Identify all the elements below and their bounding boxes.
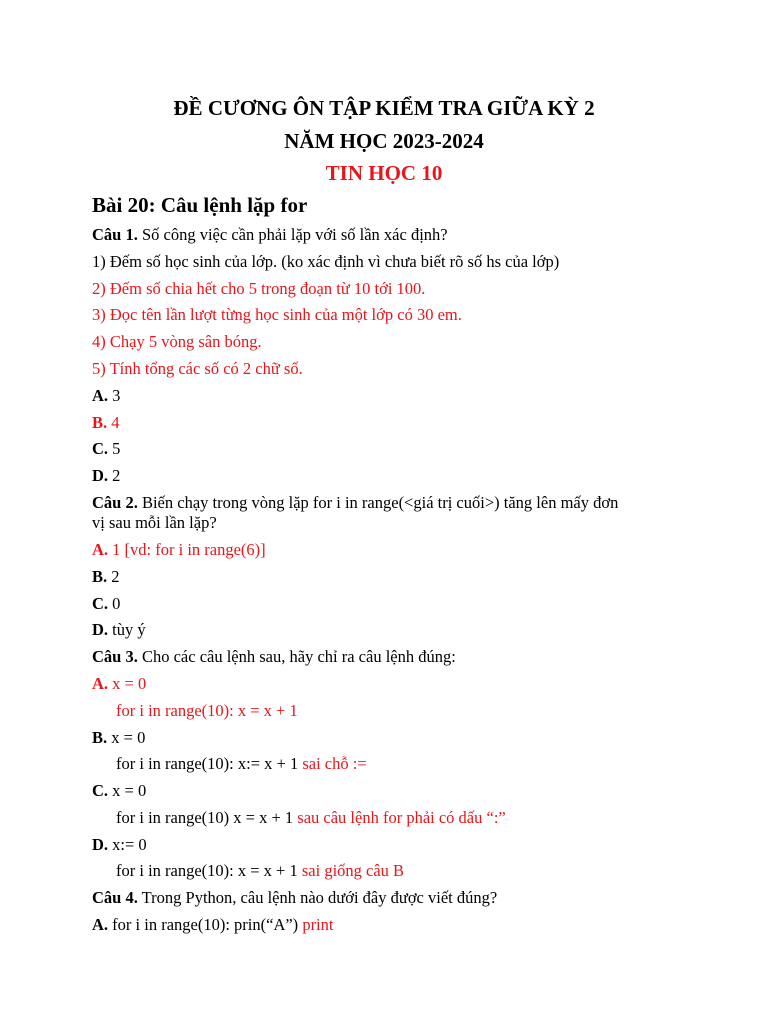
answer-option: C. x = 0 — [92, 781, 147, 800]
document-title: ĐỀ CƯƠNG ÔN TẬP KIỂM TRA GIỮA KỲ 2 — [173, 96, 595, 120]
answer-option: C. 0 — [92, 594, 121, 613]
list-item: 1) Đếm số học sinh của lớp. (ko xác định vì chưa biết rõ số hs của lớp) — [92, 252, 560, 271]
answer-option: C. 5 — [92, 439, 121, 458]
answer-option: B. 2 — [92, 567, 120, 586]
question-label: Câu 1. — [92, 225, 138, 244]
correction-note: sai chỗ := — [298, 754, 367, 773]
list-item: 3) Đọc tên lần lượt từng học sinh của một lớp có 30 em. — [92, 305, 462, 324]
list-item: 2) Đếm số chia hết cho 5 trong đoạn từ 10 tới 100. — [92, 279, 426, 298]
lesson-heading: Bài 20: Câu lệnh lặp for — [92, 193, 308, 217]
question-4: Câu 4. Trong Python, câu lệnh nào dưới đây được viết đúng? — [92, 888, 498, 907]
list-item: 5) Tính tổng các số có 2 chữ số. — [92, 359, 303, 378]
answer-option: B. x = 0 — [92, 728, 146, 747]
answer-option-correct: A. 1 [vd: for i in range(6)] — [92, 540, 266, 559]
answer-option: A. for i in range(10): prin(“A”) print — [92, 915, 334, 934]
question-2: Câu 2. Biến chạy trong vòng lặp for i in range(<giá trị cuối>) tăng lên mấy đơn — [92, 493, 619, 512]
answer-option-correct: B. 4 — [92, 413, 120, 432]
answer-option: D. x:= 0 — [92, 835, 147, 854]
correction-note: sai giống câu B — [297, 861, 405, 880]
answer-option: A. 3 — [92, 386, 121, 405]
school-year: NĂM HỌC 2023-2024 — [284, 129, 484, 153]
question-3: Câu 3. Cho các câu lệnh sau, hãy chỉ ra câu lệnh đúng: — [92, 647, 456, 666]
answer-option-correct: A. x = 0 — [92, 674, 147, 693]
code-line: for i in range(10): x:= x + 1 sai chỗ := — [116, 754, 367, 773]
answer-option: D. 2 — [92, 466, 121, 485]
list-item: 4) Chạy 5 vòng sân bóng. — [92, 332, 262, 351]
correction-note: sau câu lệnh for phải có dấu “:” — [293, 808, 506, 827]
code-line: for i in range(10) x = x + 1 sau câu lệnh for phải có dấu “:” — [116, 808, 506, 827]
subject-title: TIN HỌC 10 — [325, 161, 443, 185]
question-2-cont: vị sau mỗi lần lặp? — [92, 513, 217, 532]
correction-note: print — [298, 915, 334, 934]
code-line: for i in range(10): x = x + 1 — [116, 701, 298, 720]
answer-option: D. tùy ý — [92, 620, 146, 639]
question-1: Câu 1. Số công việc cần phải lặp với số lần xác định? — [92, 225, 448, 244]
code-line: for i in range(10): x = x + 1 sai giống câu B — [116, 861, 405, 880]
